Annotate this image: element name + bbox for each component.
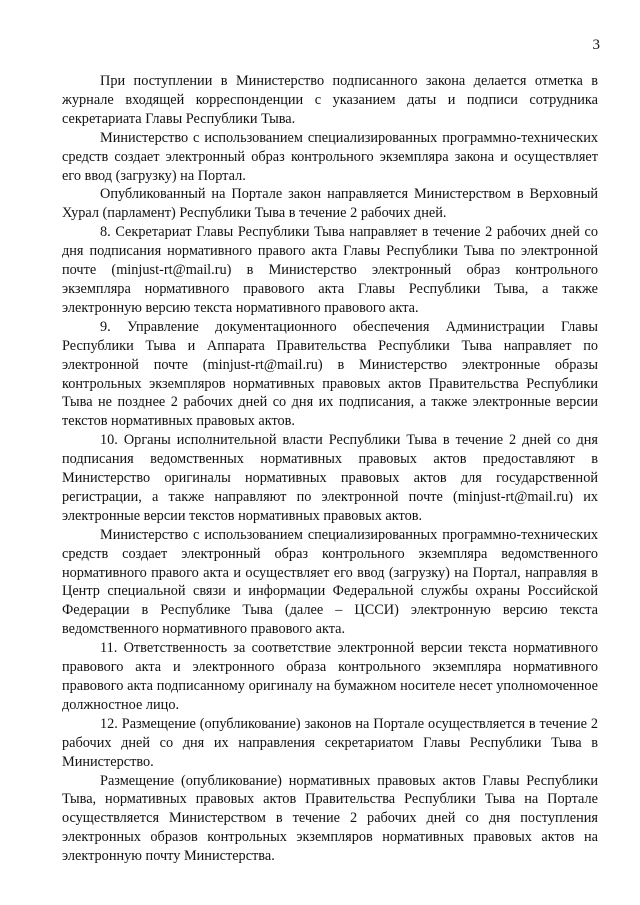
- page-number: 3: [592, 37, 600, 53]
- paragraph-item-8: 8. Секретариат Главы Республики Тыва направляет в течение 2 рабочих дней со дня подписания нормативного правого акта Главы Республики Тыва по электронной почте (minjust-rt@mail.ru) в Министерство электронный образ контрольного экземпляра нормативного правового акта Главы Республики Тыва, а также электронную версию текста нормативного правового акта.: [62, 224, 598, 316]
- paragraph: Опубликованный на Портале закон направляется Министерством в Верховный Хурал (парламент) Республики Тыва в течение 2 рабочих дней.: [62, 186, 598, 222]
- paragraph: При поступлении в Министерство подписанного закона делается отметка в журнале входящей корреспонденции с указанием даты и подписи сотрудника секретариата Главы Республики Тыва.: [62, 73, 598, 127]
- paragraph-item-11: 11. Ответственность за соответствие электронной версии текста нормативного правового акта и электронного образа контрольного экземпляра нормативного правового акта подписанному оригиналу на бумажном носителе несет уполномоченное должностное лицо.: [62, 640, 598, 713]
- paragraph-item-10: 10. Органы исполнительной власти Республики Тыва в течение 2 дней со дня подписания ведомственных нормативных правовых актов предоставляют в Министерство оригиналы нормативных правовых актов для государственной регистрации, а также направляют по электронной почте (minjust-rt@mail.ru) их электронные версии текстов нормативных правовых актов.: [62, 432, 598, 524]
- paragraph: Размещение (опубликование) нормативных правовых актов Главы Республики Тыва, нормативных правовых актов Правительства Республики Тыва на Портале осуществляется Министерством в течение 2 рабочих дней со дня поступления электронных образов контрольных экземпляров нормативных правовых актов на электронную почту Министерства.: [62, 772, 598, 865]
- paragraph: Министерство с использованием специализированных программно-технических средств создает электронный образ контрольного экземпляра ведомственного нормативного правого акта и осуществляет его ввод (загрузку) на Портал, направляя в Центр специальной связи и информации Федеральной службы охраны Российской Федерации в Республике Тыва (далее – ЦССИ) электронную версию текста ведомственного нормативного правового акта.: [62, 526, 598, 638]
- document-body: [62, 72, 598, 866]
- paragraph: Министерство с использованием специализированных программно-технических средств создает электронный образ контрольного экземпляра закона и осуществляет его ввод (загрузку) на Портал.: [62, 129, 598, 184]
- paragraph-item-9: 9. Управление документационного обеспечения Администрации Главы Республики Тыва и Аппарата Правительства Республики Тыва направляет по электронной почте (minjust-rt@mail.ru) в Министерство электронные образы контрольных экземпляров нормативных правовых актов Правительства Республики Тыва не позднее 2 рабочих дней со дня их подписания, а также электронные версии текстов нормативных правовых актов.: [62, 318, 598, 430]
- paragraph-item-12: 12. Размещение (опубликование) законов на Портале осуществляется в течение 2 рабочих дней со дня их направления секретариатом Главы Республики Тыва в Министерство.: [62, 715, 598, 770]
